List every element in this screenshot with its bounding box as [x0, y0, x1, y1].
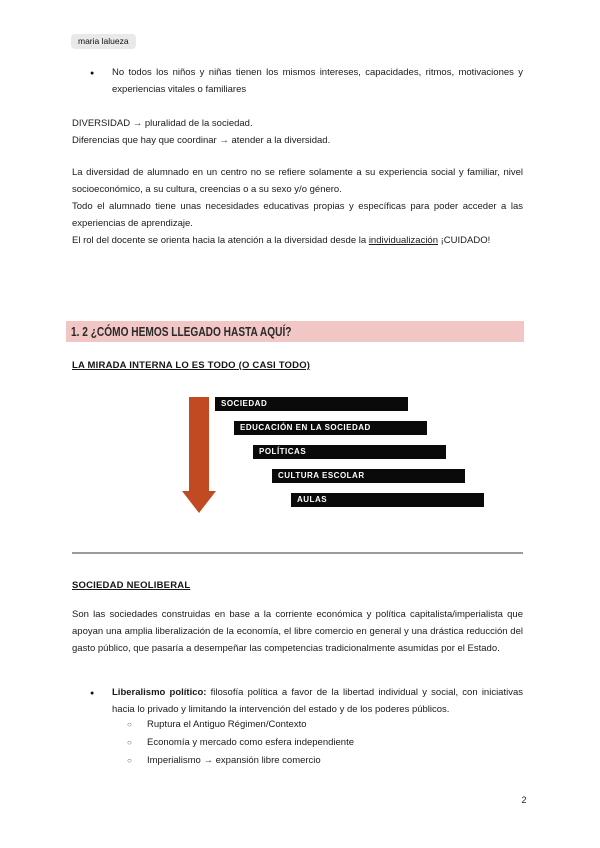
intro-bullet-item [90, 64, 523, 98]
diagram-bar-sociedad: SOCIEDAD [215, 397, 408, 411]
sub-bullet-item [125, 752, 505, 770]
paragraph-text: ¡CUIDADO! [438, 235, 491, 246]
section-banner-title: 1. 2 ¿CÓMO HEMOS LLEGADO HASTA AQUÍ? [71, 324, 292, 339]
intro-paragraph-3 [72, 232, 523, 249]
bullet-rest: filosofía política a favor de la libertad individual y social, con iniciativas hacia lo privado y limitando la intervención del estado y de los poderes públicos. [112, 687, 523, 715]
sub-bullet-text: Economía y mercado como esfera independiente [147, 737, 355, 748]
diagram-bar-educacion: EDUCACIÓN EN LA SOCIEDAD [234, 421, 427, 435]
intro-paragraphs [72, 164, 523, 249]
sub-bullet-text: Ruptura el Antiguo Régimen/Contexto [147, 719, 307, 730]
underlined-term: individualización [368, 235, 438, 246]
author-tag: maria lalueza [71, 34, 136, 49]
down-arrow-icon [182, 491, 216, 513]
bullet-icon: ● [90, 70, 95, 77]
intro-bullet-text: No todos los niños y niñas tienen los mismos intereses, capacidades, ritmos, motivaciones y experiencias vitales o familiares [112, 67, 523, 95]
subsection-heading: LA MIRADA INTERNA LO ES TODO (O CASI TODO) [72, 360, 311, 371]
bullet-lead-bold: Liberalismo político: [112, 687, 207, 698]
diagram-bar-aulas: AULAS [291, 493, 484, 507]
page-number: 2 [521, 795, 527, 805]
circle-bullet-icon: ○ [127, 720, 132, 729]
paragraph-text: El rol del docente se orienta hacia la atención a la diversidad desde la [72, 235, 369, 246]
section-banner [66, 321, 524, 342]
diversity-line-1: DIVERSIDAD → pluralidad de la sociedad. [72, 118, 253, 129]
circle-bullet-icon: ○ [127, 738, 132, 747]
horizontal-divider [72, 552, 523, 554]
diversity-lines [72, 115, 523, 149]
liberalismo-bullet-text [90, 684, 523, 718]
bullet-icon: ● [90, 690, 95, 697]
sub-bullet-item [125, 716, 505, 734]
neoliberal-paragraph: Son las sociedades construidas en base a la corriente económica y política capitalista/imperialista que apoyan una amplia liberalización de la economía, el libre comercio en general y una drástica reducción del gasto público, que pasaría a desempeñar las competencias tradicionalmente asumidas por el Estado. [72, 609, 523, 654]
sub-bullet-item [125, 734, 505, 752]
down-arrow-shaft [189, 397, 209, 492]
neoliberal-heading: SOCIEDAD NEOLIBERAL [72, 580, 191, 591]
liberalismo-bullet-item [90, 684, 523, 718]
intro-paragraph-2: Todo el alumnado tiene unas necesidades educativas propias y específicas para poder acceder a las experiencias de aprendizaje. [72, 201, 523, 229]
sub-bullet-text: Imperialismo → expansión libre comercio [147, 755, 321, 766]
circle-bullet-icon: ○ [127, 756, 132, 765]
diversity-line-2: Diferencias que hay que coordinar → atender a la diversidad. [72, 135, 331, 146]
intro-paragraph-1: La diversidad de alumnado en un centro no se refiere solamente a su experiencia social y familiar, nivel socioeconómico, a su cultura, creencias o a su sexo y/o género. [72, 167, 523, 195]
sub-bullet-list [125, 716, 505, 770]
diagram-bar-cultura: CULTURA ESCOLAR [272, 469, 465, 483]
diagram-bar-politicas: POLÍTICAS [253, 445, 446, 459]
